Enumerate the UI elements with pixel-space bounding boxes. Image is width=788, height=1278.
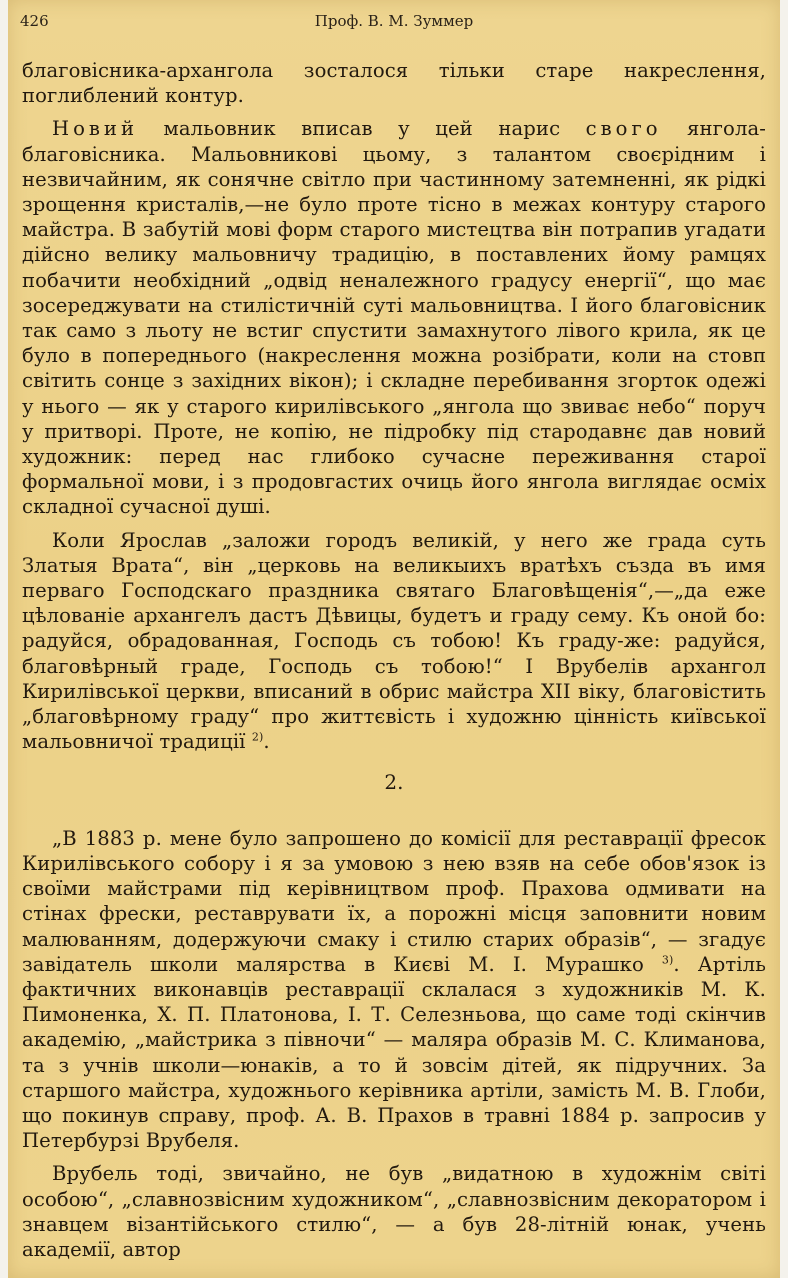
article-body [22, 58, 766, 1270]
spaced-word-own: свого [585, 117, 662, 141]
footnote-ref-2: 2) [251, 730, 264, 744]
page-number: 426 [20, 12, 49, 30]
paragraph-2-text-b: янгола-благовісника. Мальовникові цьому, з талантом своєрідним і незвичайним, як сонячне світло при частинному затемненні, як рідкі зрощення кристалів,—не було проте тісно в межах контуру старого майстра. В забутій мові форм старого мистецтва він потрапив угадати дійсно велику мальовничу традицію, в поставлених йому рамцях побачити необхідний „одвід неналежного градусу енергії“, що має зосереджувати на стилістичній суті мальовництва. І його благовісник так само з льоту не встиг спустити замахнутого лівого крила, як це було в попереднього (накреслення можна розібрати, коли на стовп світить сонце з західних вікон); і складне перебивання згорток одежі у нього — як у старого кирилівського „янгола що звиває небо“ поруч у притворі. Проте, не копію, не підробку під стародавнє дав новий художник: перед нас глибоко сучасне переживання старої формальної мови, і з продовгастих очиць його янгола виглядає осміх складної сучасної душі. [22, 117, 766, 519]
paragraph-4-text: „В 1883 р. мене було запрошено до комісії для реставрації фресок Кирилівського собору і я за умовою з нею взяв на себе обов'язок із своїми майстрами під керівництвом проф. Прахова одмивати на стінах фрески, реставрувати їх, а порожні місця заповнити новим малюванням, додержуючи смаку і стилю старих образів“, — згадує завідатель школи малярства в Києві М. І. Мурашко [22, 826, 766, 976]
paragraph-3-end: . [263, 730, 270, 754]
scanned-page [8, 0, 780, 1278]
paragraph-4 [22, 826, 766, 1154]
paragraph-2 [22, 116, 766, 519]
paragraph-4-rest: . Артіль фактичних виконавців реставрації склалася з художників М. К. Пимоненка, Х. П. Платонова, І. Т. Селезньова, що саме тоді скінчив академію, „майстрика з півночи“ — маляра образів М. С. Климанова, та з учнів школи—юнаків, а то й зовсім дітей, як підручних. За старшого майстра, художнього керівника артіли, замість М. В. Глоби, що покинув справу, проф. А. В. Прахов в травні 1884 р. запросив у Петербурзі Врубеля. [22, 952, 766, 1153]
spaced-word-new: Новий [52, 117, 139, 141]
paragraph-3 [22, 528, 766, 755]
running-title: Проф. В. М. Зуммер [314, 12, 474, 30]
section-number: 2. [384, 770, 404, 795]
paragraph-2-text-a: мальовник вписав у цей нарис [138, 117, 586, 141]
footnote-ref-3: 3) [661, 953, 674, 967]
page-header [8, 12, 780, 36]
paragraph-5: Врубель тоді, звичайно, не був „видатною в художнім світі особою“, „славнозвісним художником“, „славнозвісним декоратором і знавцем візантійського стилю“, — а був 28-літній юнак, учень академії, автор [22, 1162, 766, 1261]
paragraph-3-text: Коли Ярослав „заложи городъ великій, у него же града суть Златыя Врата“, він „церковь на великыихъ вратѣхъ създа въ имя перваго Господскаго праздника святаго Благовѣщенія“,—„да еже цѣлованіе архангелъ дастъ Дѣвицы, будетъ и граду сему. Къ оной бо: радуйся, обрадованная, Господь съ тобою! Къ граду-же: радуйся, благовѣрный граде, Господь съ тобою!“ І Врубелів архангол Кирилівської церкви, вписаний в обрис майстра XII віку, благовістить „благовѣрному граду“ про життєвість і художню цінність київської мальовничої традиції [22, 528, 766, 754]
paragraph-1: благовісника-архангола зосталося тільки старе накреслення, поглиблений контур. [22, 59, 766, 108]
